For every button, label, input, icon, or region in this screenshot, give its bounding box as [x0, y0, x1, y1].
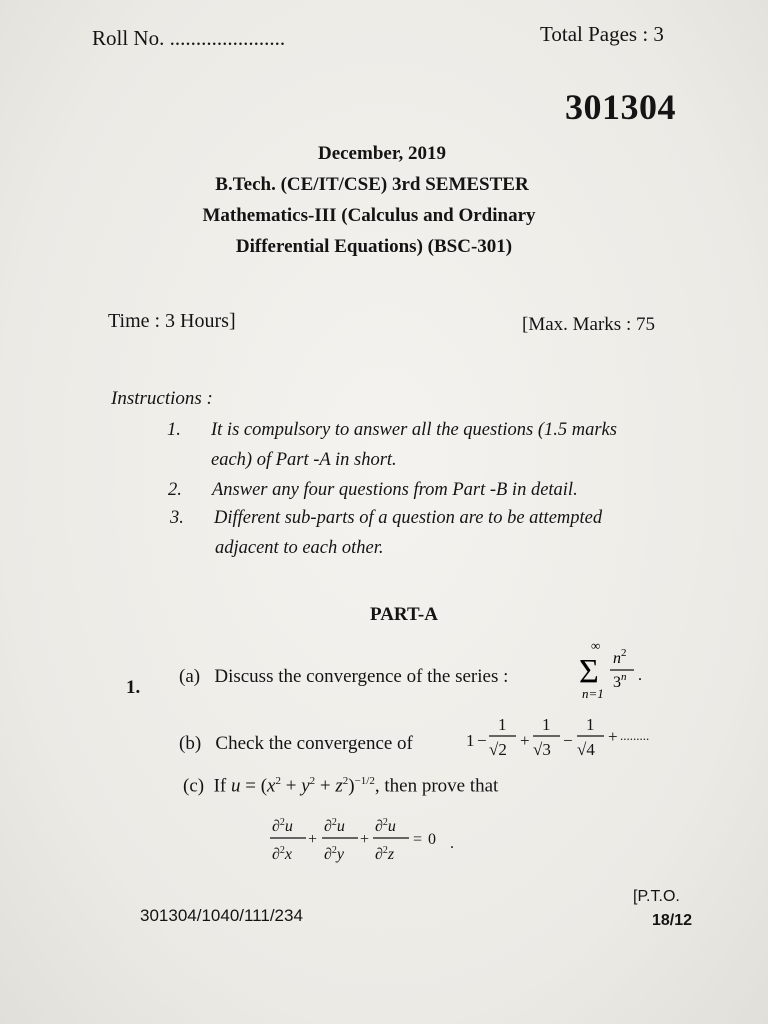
svg-text:.........: .........	[620, 728, 650, 743]
svg-text:=: =	[413, 831, 423, 848]
svg-text:Σ: Σ	[579, 653, 599, 690]
subpart-label: (c)	[183, 775, 205, 797]
svg-text:n=1: n=1	[582, 686, 604, 700]
svg-text:+: +	[608, 727, 618, 746]
footer-code: 301304/1040/111/234	[140, 906, 303, 925]
svg-text:∞: ∞	[591, 638, 601, 653]
subpart-label: (a)	[179, 666, 201, 687]
footer-date: 18/12	[652, 912, 693, 929]
svg-text:−: −	[477, 731, 487, 750]
question-1a	[179, 666, 508, 688]
laplace-equation-formula	[268, 812, 468, 868]
svg-text:∂2z: ∂$^2$z	[375, 845, 395, 863]
instruction-number: 1.	[167, 420, 181, 440]
svg-text:+: +	[308, 831, 318, 848]
instruction-text-continued: each) of Part -A in short.	[211, 450, 397, 470]
svg-text:√4: √4	[577, 740, 595, 759]
total-pages: Total Pages : 3	[540, 22, 664, 46]
svg-text:∂2u: ∂$^2$u	[375, 817, 396, 835]
instruction-number: 3.	[170, 508, 184, 528]
svg-text:∂2y: ∂$^2$y	[324, 845, 345, 863]
svg-text:+: +	[520, 731, 530, 750]
svg-text:∂2u: ∂$^2$u	[272, 817, 293, 835]
svg-text:1: 1	[498, 715, 507, 734]
series-sum-formula	[577, 638, 647, 700]
svg-text:0: 0	[428, 831, 436, 848]
roll-number-label: Roll No. ......................	[92, 26, 286, 50]
svg-text:3n: 3$^n$	[613, 671, 627, 691]
question-1c: (c) If $u = (x^2 + y^2 + z^2)^{-1/2}$, then prove that	[183, 775, 499, 797]
svg-text:.: .	[638, 667, 642, 684]
question-text: Discuss the convergence of the series :	[214, 666, 509, 687]
instruction-number: 2.	[168, 480, 182, 500]
svg-text:∂2u: ∂$^2$u	[324, 817, 345, 835]
part-a-title: PART-A	[370, 604, 438, 625]
subject-title-line1: Mathematics-III (Calculus and Ordinary	[202, 205, 536, 226]
question-number: 1.	[126, 677, 141, 698]
max-marks: [Max. Marks : 75	[522, 314, 655, 335]
instruction-text: Answer any four questions from Part -B in detail.	[212, 480, 578, 500]
instructions-title: Instructions :	[111, 388, 213, 409]
svg-text:√3: √3	[533, 740, 551, 759]
svg-text:1: 1	[466, 731, 475, 750]
instruction-text: Different sub-parts of a question are to be attempted	[214, 508, 603, 528]
question-1b	[179, 733, 413, 755]
svg-text:∂2x: ∂$^2$x	[272, 845, 293, 863]
question-text: If	[213, 775, 227, 797]
svg-text:1: 1	[542, 715, 551, 734]
course-title: B.Tech. (CE/IT/CSE) 3rd SEMESTER	[215, 174, 529, 195]
pto-label: [P.T.O.	[633, 888, 680, 905]
question-text: Check the convergence of	[215, 733, 413, 754]
question-text-suffix: , then prove that	[374, 775, 499, 797]
svg-text:√2: √2	[489, 740, 507, 759]
exam-time: Time : 3 Hours]	[108, 310, 236, 332]
paper-code: 301304	[565, 87, 676, 127]
svg-text:−: −	[563, 731, 573, 750]
svg-text:1: 1	[586, 715, 595, 734]
svg-text:.: .	[450, 835, 454, 852]
instruction-text: It is compulsory to answer all the questions (1.5 marks	[211, 420, 617, 440]
svg-text:+: +	[360, 831, 370, 848]
svg-text:n2: $n^2$	[613, 647, 627, 667]
exam-date: December, 2019	[317, 143, 447, 164]
subject-title-line2: Differential Equations) (BSC-301)	[235, 236, 513, 257]
alternating-series-formula	[462, 715, 692, 767]
subpart-label: (b)	[179, 733, 202, 754]
instruction-text-continued: adjacent to each other.	[215, 538, 384, 558]
